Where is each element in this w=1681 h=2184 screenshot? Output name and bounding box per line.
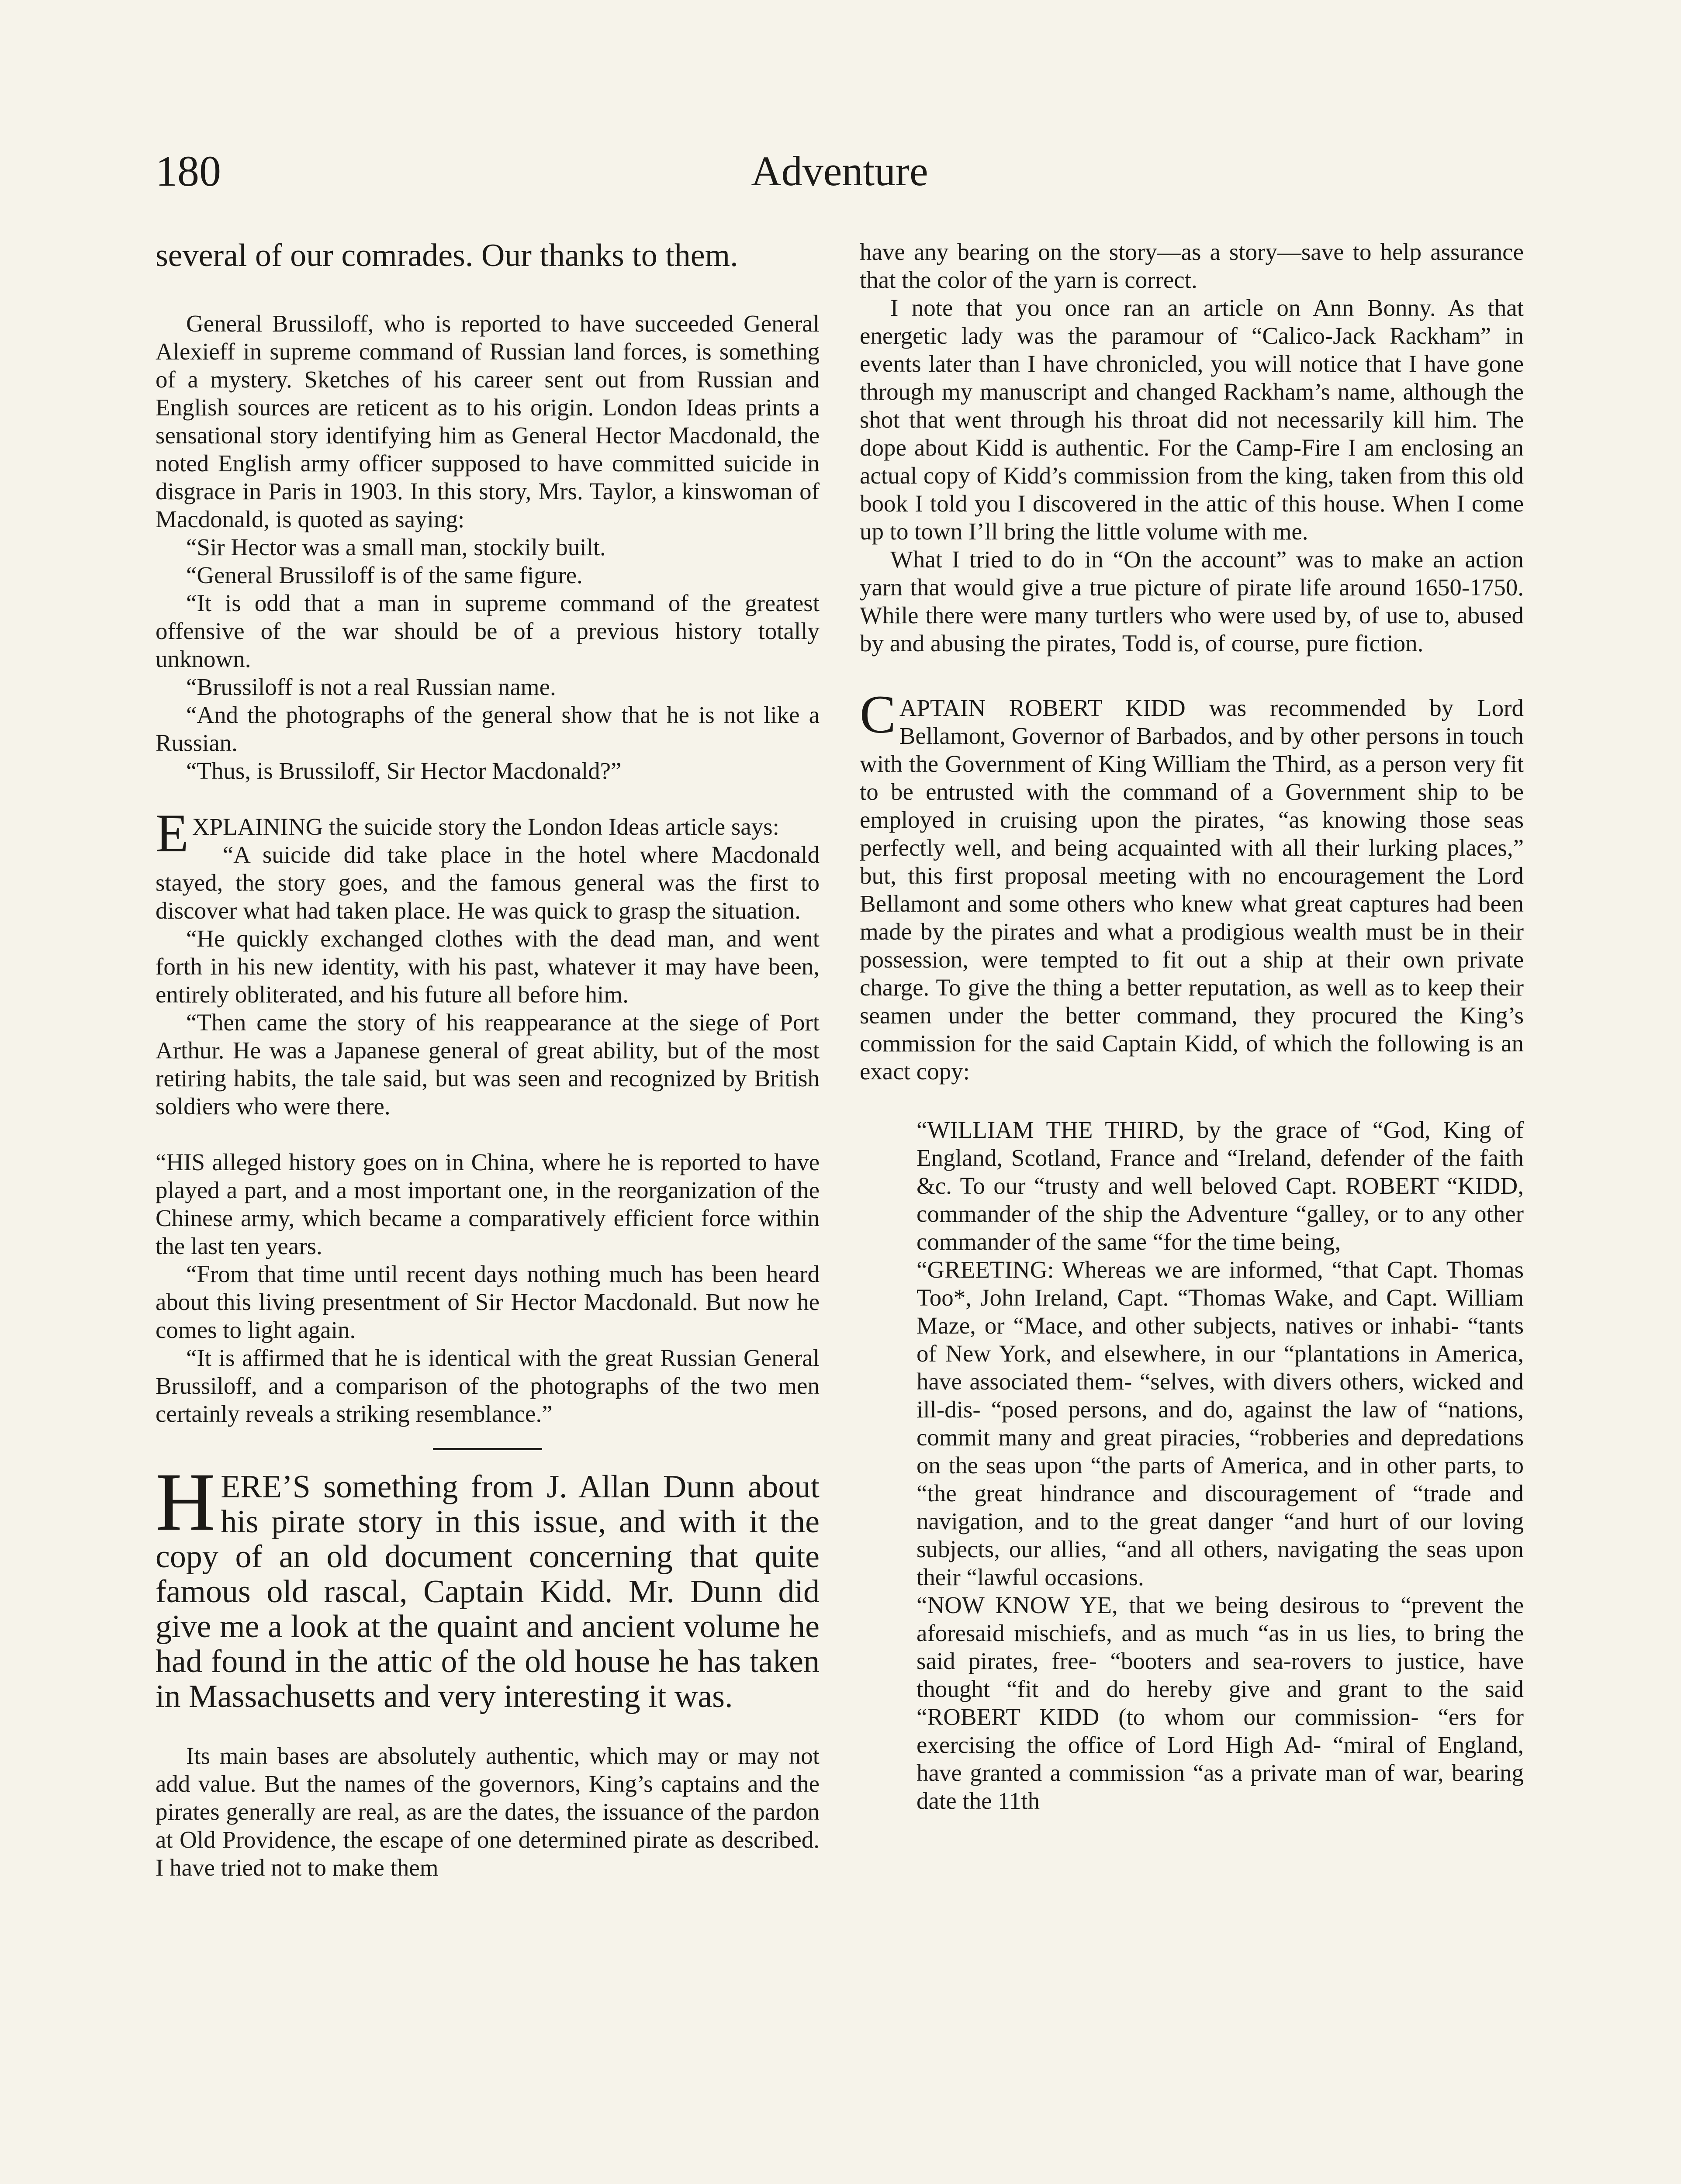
quote-paragraph: “Then came the story of his reappearance at the siege of Port Arthur. He was a Japanese general of great ability, but of the most retiring habits, the tale said, but was seen and recognized by British soldiers who were there.: [156, 1009, 820, 1120]
right-column: [860, 238, 1524, 2184]
quote-line: “General Brussiloff is of the same figure.: [186, 562, 583, 588]
quote-paragraph: “He quickly exchanged clothes with the dead man, and went forth in his new identity, with his past, whatever it may have been, entirely obliterated, and his future all before him.: [156, 925, 820, 1008]
page-number: 180: [156, 147, 221, 195]
main-bases-paragraph: Its main bases are absolutely authentic, which may or may not add value. But the names of the governors, King’s captains and the pirates generally are real, as are the dates, the issuance of the pardon at Old Providence, the escape of one determined pirate as described. I have tried not to make them: [156, 1742, 820, 1881]
commission-paragraph: “GREETING: Whereas we are informed, “that Capt. Thomas Too*, John Ireland, Capt. “Thomas Wake, and Capt. William Maze, or “Mace, and other subjects, natives or inhabi- “tants of New York, and elsewhere, in our “plantations in America, have associated them- “selves, with divers others, wicked and ill-dis- “posed persons, and do, against the law of “nations, commit many and great piracies, “robberies and depredations on the seas upon “the parts of America, and in other parts, to “the great hindrance and discouragement of “trade and navigation, and to the great danger “and hurt of our loving subjects, our allies, “and all others, navigating the seas upon their “lawful occasions.: [917, 1256, 1524, 1590]
quote-line: “Thus, is Brussiloff, Sir Hector Macdonald?”: [186, 757, 622, 784]
dunn-intro-paragraph: HERE’S something from J. Allan Dunn about his pirate story in this issue, and with it the copy of an old document concerning that quite famous old rascal, Captain Kidd. Mr. Dunn did give me a look at the quaint and ancient volume he had found in the attic of the old house he has taken in Massachusetts and very interesting it was.: [156, 1456, 820, 1714]
letter-paragraph: I note that you once ran an article on Ann Bonny. As that energetic lady was the paramour of “Calico-Jack Rackham” in events later than I have chronicled, you will notice that I have gone through my manuscript and changed Rackham’s name, although the shot that went through his throat did not necessarily kill him. The dope about Kidd is authentic. For the Camp-Fire I am enclosing an actual copy of Kidd’s commission from the king, taken from this old book I told you I discovered in the attic of this house. When I come up to town I’ll bring the little volume with me.: [860, 294, 1524, 545]
running-title: Adventure: [751, 148, 928, 194]
kidd-commission-quote: [860, 1116, 1524, 1815]
commission-paragraph: “NOW KNOW YE, that we being desirous to “prevent the aforesaid mischiefs, and as much “as in us lies, to bring the said pirates, free- “booters and sea-rovers to justice, have thought “fit and do hereby give and grant to the said “ROBERT KIDD (to whom our commission- “ers for exercising the office of Lord High Ad- “miral of England, have granted a commission “as a private man of war, bearing date the 11th: [917, 1592, 1524, 1814]
commission-paragraph: “WILLIAM THE THIRD, by the grace of “God, King of England, Scotland, France and “Ireland, defender of the faith &c. To our “trusty and well beloved Capt. ROBERT “KIDD, commander of the ship the Adventure “galley, or to any other commander of the same “for the time being,: [917, 1116, 1524, 1255]
opening-paragraph: several of our comrades. Our thanks to them.: [156, 238, 738, 273]
quote-paragraph: “It is affirmed that he is identical with the great Russian General Brussiloff, and a comparison of the photographs of the two men certainly reveals a striking resemblance.”: [156, 1344, 820, 1427]
explaining-paragraph: EXPLAINING the suicide story the London Ideas article says:: [156, 803, 779, 863]
quote-paragraph: “From that time until recent days nothing much has been heard about this living presentment of Sir Hector Macdonald. But now he comes to light again.: [156, 1261, 820, 1343]
letter-paragraph: What I tried to do in “On the account” was to make an action yarn that would give a true picture of pirate life around 1650-1750. While there were many turtlers who were used by, of use to, abused by and abusing the pirates, Todd is, of course, pure fiction.: [860, 546, 1524, 657]
quote-line: “Sir Hector was a small man, stockily built.: [186, 534, 606, 560]
left-column: [156, 238, 820, 2184]
history-paragraph: “HIS alleged history goes on in China, where he is reported to have played a part, and a most important one, in the reorganization of the Chinese army, which became a comparatively efficient force within the last ten years.: [156, 1149, 820, 1259]
quote-line: “It is odd that a man in supreme command of the greatest offensive of the war should be of a previous history totally unknown.: [156, 590, 820, 672]
kidd-intro-paragraph: CAPTAIN ROBERT KIDD was recommended by Lord Bellamont, Governor of Barbados, and by other persons in touch with the Government of King William the Third, as a person very fit to be entrusted with the command of a Government ship to be employed in cruising upon the pirates, “as knowing those seas perfectly well, and being acquainted with all their lurking places,” but, this first proposal meeting with no encouragement the Lord Bellamont and some others who knew what great captures had been made by the pirates and what a prodigious wealth must be in their possession, were tempted to fit out a ship at their own private charge. To give the thing a better reputation, as well as to keep their seamen under the better command, they procured the King’s commission for the said Captain Kidd, of which the following is an exact copy:: [860, 684, 1524, 1085]
quote-line: “Brussiloff is not a real Russian name.: [186, 674, 556, 700]
page-header: [156, 141, 1524, 202]
quote-paragraph: “A suicide did take place in the hotel where Macdonald stayed, the story goes, and the famous general was the first to discover what had taken place. He was quick to grasp the situation.: [156, 841, 820, 924]
letter-paragraph: have any bearing on the story—as a story—save to help assurance that the color of the yarn is correct.: [860, 238, 1524, 293]
section-divider: [433, 1448, 542, 1450]
brussiloff-paragraph: General Brussiloff, who is reported to have succeeded General Alexieff in supreme command of Russian land forces, is something of a mystery. Sketches of his career sent out from Russian and English sources are reticent as to his origin. London Ideas prints a sensational story identifying him as General Hector Macdonald, the noted English army officer supposed to have committed suicide in disgrace in Paris in 1903. In this story, Mrs. Taylor, a kinswoman of Macdonald, is quoted as saying:: [156, 310, 820, 532]
quote-line: “And the photographs of the general show that he is not like a Russian.: [156, 702, 820, 756]
